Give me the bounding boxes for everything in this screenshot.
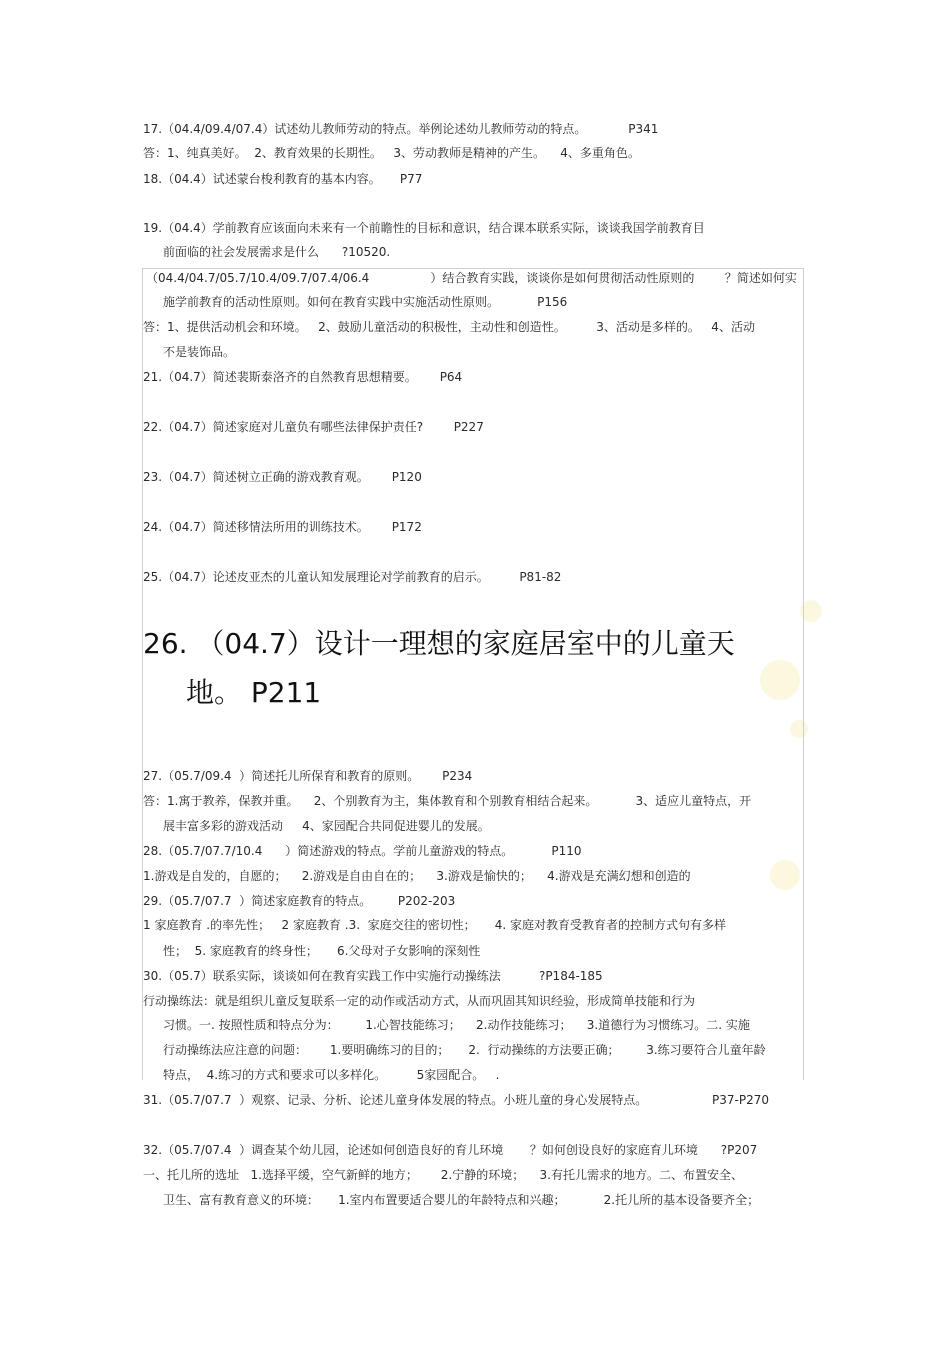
question-19-cont: 前面临的社会发展需求是什么 ?10520. <box>163 245 391 259</box>
watermark-dot <box>760 660 800 700</box>
answer-30-cont-3: 特点， 4.练习的方式和要求可以多样化。 5家园配合。 . <box>163 1068 500 1082</box>
question-19: 19.（04.4）学前教育应该面向未来有一个前瞻性的目标和意识，结合课本联系实际，谈谈我国学前教育目 <box>143 221 705 235</box>
answer-27-cont: 展丰富多彩的游戏活动 4、家园配合共同促进婴儿的发展。 <box>163 819 490 833</box>
watermark-dot <box>770 860 800 890</box>
question-21: 21.（04.7）简述裴斯泰洛齐的自然教育思想精要。 P64 <box>143 370 463 384</box>
question-24: 24.（04.7）简述移情法所用的训练技术。 P172 <box>143 520 422 534</box>
answer-30-cont-1: 习惯。一. 按照性质和特点分为： 1.心智技能练习； 2.动作技能练习； 3.道德行为习惯练习。二. 实施 <box>163 1018 750 1032</box>
answer-20: 答：1、提供活动机会和环境。 2、鼓励儿童活动的积极性，主动性和创造性。 3、活动是多样的。 4、活动 <box>143 320 755 334</box>
question-30: 30.（05.7）联系实际，谈谈如何在教育实践工作中实施行动操练法 ?P184-185 <box>143 969 603 983</box>
answer-32: 一、托儿所的选址 1.选择平缓，空气新鲜的地方； 2.宁静的环境； 3.有托儿需求的地方。二、布置安全、 <box>143 1168 743 1182</box>
question-29: 29.（05.7/07.7 ）简述家庭教育的特点。 P202-203 <box>143 894 456 908</box>
question-31: 31.（05.7/07.7 ）观察、记录、分析、论述儿童身体发展的特点。小班儿童的身心发展特点。 P37-P270 <box>143 1093 770 1107</box>
answer-32-cont: 卫生、富有教育意义的环境： 1.室内布置要适合婴儿的年龄特点和兴趣； 2.托儿所的基本设备要齐全； <box>163 1193 760 1207</box>
question-28: 28.（05.7/07.7/10.4 ）简述游戏的特点。学前儿童游戏的特点。 P110 <box>143 844 582 858</box>
answer-30: 行动操练法：就是组织儿童反复联系一定的动作或活动方式，从而巩固其知识经验，形成简单技能和行为 <box>143 994 696 1008</box>
question-27: 27.（05.7/09.4 ）简述托儿所保育和教育的原则。 P234 <box>143 769 473 783</box>
question-20: （04.4/04.7/05.7/10.4/09.7/07.4/06.4 ）结合教育实践，谈谈你是如何贯彻活动性原则的 ？简述如何实 <box>146 271 797 285</box>
question-32: 32.（05.7/07.4 ）调查某个幼儿园，论述如何创造良好的育儿环境 ？如何创设良好的家庭育儿环境 ?P207 <box>143 1143 758 1157</box>
question-26-heading: 26. （04.7）设计一理想的家庭居室中的儿童天 <box>143 627 735 660</box>
answer-27: 答：1.寓于教养，保教并重。 2、个别教育为主，集体教育和个别教育相结合起来。 3、适应儿童特点，开 <box>143 794 752 808</box>
answer-29-cont: 性； 5. 家庭教育的终身性； 6.父母对子女影响的深刻性 <box>163 944 481 958</box>
top-border <box>142 268 804 269</box>
right-border <box>803 268 804 1080</box>
answer-20-cont: 不是装饰品。 <box>163 345 236 359</box>
question-20-cont: 施学前教育的活动性原则。如何在教育实践中实施活动性原则。 P156 <box>163 295 568 309</box>
question-23: 23.（04.7）简述树立正确的游戏教育观。 P120 <box>143 470 422 484</box>
watermark-dot <box>790 720 808 738</box>
answer-28: 1.游戏是自发的，自愿的； 2.游戏是自由自在的； 3.游戏是愉快的； 4.游戏是充满幻想和创造的 <box>143 869 691 883</box>
question-18: 18.（04.4）试述蒙台梭利教育的基本内容。 P77 <box>143 172 423 186</box>
answer-29: 1 家庭教育 .的率先性； 2 家庭教育 .3. 家庭交往的密切性； 4. 家庭对教育受教育者的控制方式句有多样 <box>143 918 727 932</box>
question-25: 25.（04.7）论述皮亚杰的儿童认知发展理论对学前教育的启示。 P81-82 <box>143 570 562 584</box>
question-22: 22.（04.7）简述家庭对儿童负有哪些法律保护责任? P227 <box>143 420 484 434</box>
question-26-heading-cont: 地。 P211 <box>186 676 322 709</box>
answer-30-cont-2: 行动操练法应注意的问题： 1.要明确练习的目的； 2. 行动操练的方法要正确； 3.练习要符合儿童年龄 <box>163 1043 766 1057</box>
left-border <box>142 268 143 1080</box>
answer-17: 答：1、纯真美好。 2、教育效果的长期性。 3、劳动教师是精神的产生。 4、多重角色。 <box>143 146 640 160</box>
question-17: 17.（04.4/09.4/07.4）试述幼儿教师劳动的特点。举例论述幼儿教师劳动的特点。 P341 <box>143 122 659 136</box>
